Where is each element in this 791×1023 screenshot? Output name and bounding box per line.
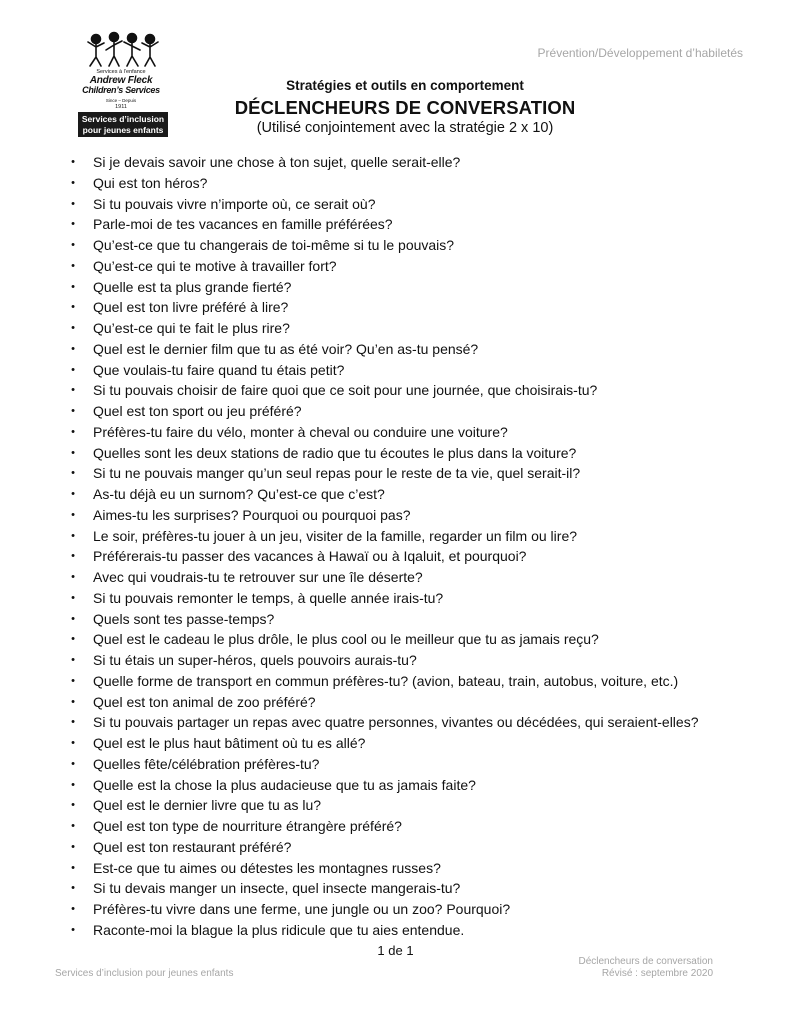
bullet-icon: •: [71, 425, 75, 438]
question-text: Si je devais savoir une chose à ton sujet, quelle serait-elle?: [93, 154, 461, 170]
bullet-icon: •: [71, 529, 75, 542]
list-item: [68, 464, 699, 485]
bullet-icon: •: [71, 903, 75, 915]
bullet-icon: •: [71, 633, 75, 646]
list-item: [68, 838, 699, 859]
list-item: [68, 693, 699, 714]
list-item: [68, 796, 699, 817]
list-item: [68, 215, 699, 236]
bullet-icon: •: [71, 259, 75, 272]
children-figures-icon: [84, 30, 162, 68]
list-item: [68, 527, 699, 548]
bullet-icon: •: [71, 467, 75, 480]
question-text: Préférerais-tu passer des vacances à Hawaï ou à Iqaluit, et pourquoi?: [93, 548, 527, 565]
bullet-icon: •: [71, 571, 75, 583]
list-item: [68, 444, 699, 465]
list-item: [68, 589, 699, 610]
bullet-icon: •: [71, 239, 75, 251]
question-text: Quel est le plus haut bâtiment où tu es allé?: [93, 735, 366, 751]
list-item: [68, 236, 699, 257]
logo-tagline: Services à l’enfance: [96, 69, 146, 75]
question-text: Si tu ne pouvais manger qu’un seul repas pour le reste de ta vie, quel serait-il?: [93, 465, 581, 482]
bullet-icon: •: [71, 280, 75, 293]
bullet-icon: •: [71, 301, 75, 314]
bullet-icon: •: [71, 363, 75, 376]
bullet-icon: •: [71, 156, 75, 168]
bullet-icon: •: [71, 405, 75, 417]
footer-right-line2: Révisé : septembre 2020: [601, 968, 713, 979]
logo-program-box: [78, 112, 168, 137]
bullet-icon: •: [71, 197, 75, 210]
question-text: Quel est ton sport ou jeu préféré?: [93, 403, 302, 419]
list-item: [68, 879, 699, 900]
list-item: [68, 278, 699, 299]
question-text: Qu’est-ce que tu changerais de toi-même si tu le pouvais?: [93, 237, 455, 253]
bullet-icon: •: [71, 861, 75, 874]
question-text: Qu’est-ce qui te motive à travailler fort?: [93, 257, 337, 274]
bullet-icon: •: [71, 612, 75, 625]
footer-left: Services d’inclusion pour jeunes enfants: [55, 968, 234, 979]
page-title: DÉCLENCHEURS DE CONVERSATION: [234, 97, 576, 118]
list-item: [68, 734, 699, 755]
bullet-icon: •: [71, 591, 75, 604]
question-text: Si tu pouvais choisir de faire quoi que ce soit pour une journée, que choisirais-tu?: [93, 382, 598, 399]
list-item: [68, 340, 699, 361]
question-text: Quelle est ta plus grande fierté?: [93, 278, 292, 295]
list-item: [68, 713, 699, 734]
question-text: Le soir, préfères-tu jouer à un jeu, visiter de la famille, regarder un film ou lire?: [93, 527, 578, 544]
question-list: [68, 153, 699, 942]
question-text: Quelles sont les deux stations de radio que tu écoutes le plus dans la voiture?: [93, 444, 577, 461]
question-text: Est-ce que tu aimes ou détestes les montagnes russes?: [93, 859, 441, 876]
question-text: Si tu étais un super-héros, quels pouvoirs aurais-tu?: [93, 652, 417, 668]
question-text: Quel est ton restaurant préféré?: [93, 838, 292, 855]
list-item: [68, 506, 699, 527]
question-text: Que voulais-tu faire quand tu étais petit?: [93, 361, 345, 378]
bullet-icon: •: [71, 384, 75, 397]
list-item: [68, 817, 699, 838]
bullet-icon: •: [71, 176, 75, 189]
bullet-icon: •: [71, 716, 75, 729]
footer-right: [578, 956, 713, 980]
logo-name-line2: Children’s Services: [82, 85, 160, 95]
list-item: [68, 859, 699, 880]
question-text: Si tu pouvais remonter le temps, à quelle année irais-tu?: [93, 589, 444, 606]
list-item: [68, 174, 699, 195]
list-item: [68, 630, 699, 651]
question-text: Quel est ton livre préféré à lire?: [93, 299, 289, 316]
list-item: [68, 361, 699, 382]
list-item: [68, 900, 699, 921]
list-item: [68, 776, 699, 797]
bullet-icon: •: [71, 923, 75, 936]
list-item: [68, 257, 699, 278]
bullet-icon: •: [71, 778, 75, 791]
logo-box-line2: pour jeunes enfants: [82, 124, 164, 135]
question-text: Qui est ton héros?: [93, 174, 208, 191]
question-text: Quels sont tes passe-temps?: [93, 610, 275, 627]
question-text: Avec qui voudrais-tu te retrouver sur une île déserte?: [93, 569, 423, 585]
list-item: [68, 485, 699, 506]
question-text: Quelles fête/célébration préfères-tu?: [93, 755, 320, 772]
header-section-label: Prévention/Développement d’habiletés: [537, 46, 743, 60]
logo-since: Since – Depuis: [105, 98, 137, 103]
bullet-icon: •: [71, 508, 75, 521]
list-item: [68, 195, 699, 216]
bullet-icon: •: [71, 322, 75, 334]
question-text: Si tu pouvais partager un repas avec quatre personnes, vivantes ou décédées, qui seraient-elles?: [93, 714, 699, 731]
list-item: [68, 153, 699, 174]
list-item: [68, 755, 699, 776]
bullet-icon: •: [71, 488, 75, 500]
question-text: Quel est ton type de nourriture étrangère préféré?: [93, 818, 402, 834]
bullet-icon: •: [71, 654, 75, 666]
question-text: Parle-moi de tes vacances en famille préférées?: [93, 216, 393, 233]
question-text: Qu’est-ce qui te fait le plus rire?: [93, 320, 290, 336]
question-text: Si tu pouvais vivre n’importe où, ce serait où?: [93, 195, 376, 212]
list-item: [68, 610, 699, 631]
question-text: Raconte-moi la blague la plus ridicule que tu aies entendue.: [93, 921, 465, 938]
list-item: [68, 423, 699, 444]
list-item: [68, 319, 699, 340]
list-item: [68, 921, 699, 942]
list-item: [68, 672, 699, 693]
bullet-icon: •: [71, 737, 75, 749]
question-text: Quelle est la chose la plus audacieuse que tu as jamais faite?: [93, 776, 476, 793]
question-text: Quel est le cadeau le plus drôle, le plus cool ou le meilleur que tu as jamais reçu?: [93, 631, 599, 648]
list-item: [68, 298, 699, 319]
bullet-icon: •: [71, 757, 75, 770]
question-text: Aimes-tu les surprises? Pourquoi ou pourquoi pas?: [93, 506, 411, 523]
bullet-icon: •: [71, 882, 75, 895]
bullet-icon: •: [71, 674, 75, 687]
bullet-icon: •: [71, 550, 75, 563]
bullet-icon: •: [71, 820, 75, 832]
list-item: [68, 568, 699, 589]
bullet-icon: •: [71, 695, 75, 708]
bullet-icon: •: [71, 840, 75, 853]
logo-box-line1: Services d’inclusion: [81, 114, 165, 124]
list-item: [68, 547, 699, 568]
question-text: Quel est le dernier film que tu as été voir? Qu’en as-tu pensé?: [93, 340, 479, 357]
question-text: Préfères-tu faire du vélo, monter à cheval ou conduire une voiture?: [93, 423, 508, 440]
question-text: Quel est ton animal de zoo préféré?: [93, 693, 316, 710]
bullet-icon: •: [71, 446, 75, 459]
list-item: [68, 651, 699, 672]
document-subtitle: Stratégies et outils en comportement: [286, 78, 524, 93]
list-item: [68, 381, 699, 402]
question-text: As-tu déjà eu un surnom? Qu’est-ce que c’est?: [93, 486, 385, 502]
bullet-icon: •: [71, 218, 75, 231]
logo-name-line1: Andrew Fleck: [89, 75, 153, 86]
page-number: 1 de 1: [377, 943, 414, 958]
logo-year: 1911: [115, 104, 127, 110]
footer-right-line1: Déclencheurs de conversation: [578, 956, 713, 967]
bullet-icon: •: [71, 799, 75, 812]
question-text: Quel est le dernier livre que tu as lu?: [93, 797, 322, 814]
question-text: Si tu devais manger un insecte, quel insecte mangerais-tu?: [93, 880, 461, 897]
bullet-icon: •: [71, 342, 75, 355]
question-text: Préfères-tu vivre dans une ferme, une jungle ou un zoo? Pourquoi?: [93, 901, 511, 917]
title-note: (Utilisé conjointement avec la stratégie 2 x 10): [256, 120, 554, 136]
list-item: [68, 402, 699, 423]
question-text: Quelle forme de transport en commun préfères-tu? (avion, bateau, train, autobus, voiture, etc.): [93, 672, 679, 689]
